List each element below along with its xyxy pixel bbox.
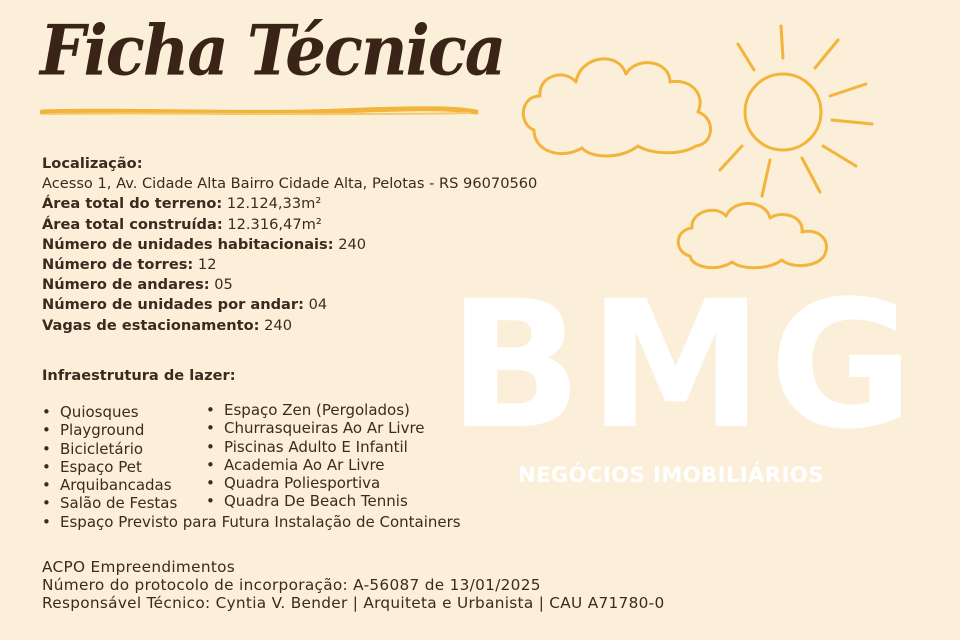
leisure-list-col1 <box>42 403 177 513</box>
list-item: • Quiosques <box>42 403 177 421</box>
brand-tagline: NEGÓCIOS IMOBILIÁRIOS <box>518 463 824 487</box>
list-item: • Playground <box>42 421 177 439</box>
cloud-icon <box>523 59 710 156</box>
spec-built-area: Área total construída: 12.316,47m² <box>42 215 322 233</box>
leisure-heading: Infraestrutura de lazer: <box>42 367 236 384</box>
footer <box>42 558 665 612</box>
spec-location-label: Localização: <box>42 155 143 172</box>
spec-address: Acesso 1, Av. Cidade Alta Bairro Cidade Alta, Pelotas - RS 96070560 <box>42 175 538 193</box>
spec-floors: Número de andares: 05 <box>42 276 233 294</box>
leisure-list-col2 <box>206 401 425 511</box>
footer-company: ACPO Empreendimentos <box>42 558 236 576</box>
sun-and-clouds-illustration <box>520 20 900 280</box>
footer-responsible: Responsável Técnico: Cyntia V. Bender | Arquiteta e Urbanista | CAU A71780-0 <box>42 594 665 612</box>
list-item: • Piscinas Adulto E Infantil <box>206 438 425 456</box>
list-item: • Academia Ao Ar Livre <box>206 456 425 474</box>
page-title: Ficha Técnica <box>40 11 505 92</box>
list-item: • Churrasqueiras Ao Ar Livre <box>206 419 425 437</box>
cloud-small-icon <box>678 203 826 267</box>
specs-list <box>42 154 537 336</box>
list-item: • Quadra De Beach Tennis <box>206 492 425 510</box>
list-item: • Espaço Pet <box>42 458 177 476</box>
list-item-containers: • Espaço Previsto para Futura Instalação de Containers <box>42 513 461 531</box>
list-item: • Espaço Zen (Pergolados) <box>206 401 425 419</box>
spec-towers: Número de torres: 12 <box>42 256 217 274</box>
list-item: • Salão de Festas <box>42 494 177 512</box>
brand-watermark: BMG <box>448 263 920 468</box>
list-item: • Quadra Poliesportiva <box>206 474 425 492</box>
sun-icon <box>745 74 821 150</box>
list-item: • Arquibancadas <box>42 476 177 494</box>
spec-land-area: Área total do terreno: 12.124,33m² <box>42 195 322 213</box>
footer-protocol: Número do protocolo de incorporação: A-56087 de 13/01/2025 <box>42 576 541 594</box>
spec-units: Número de unidades habitacionais: 240 <box>42 235 367 253</box>
list-item: • Bicicletário <box>42 440 177 458</box>
spec-parking: Vagas de estacionamento: 240 <box>42 316 292 334</box>
spec-units-per-floor: Número de unidades por andar: 04 <box>42 296 328 314</box>
title-underline <box>40 104 480 118</box>
